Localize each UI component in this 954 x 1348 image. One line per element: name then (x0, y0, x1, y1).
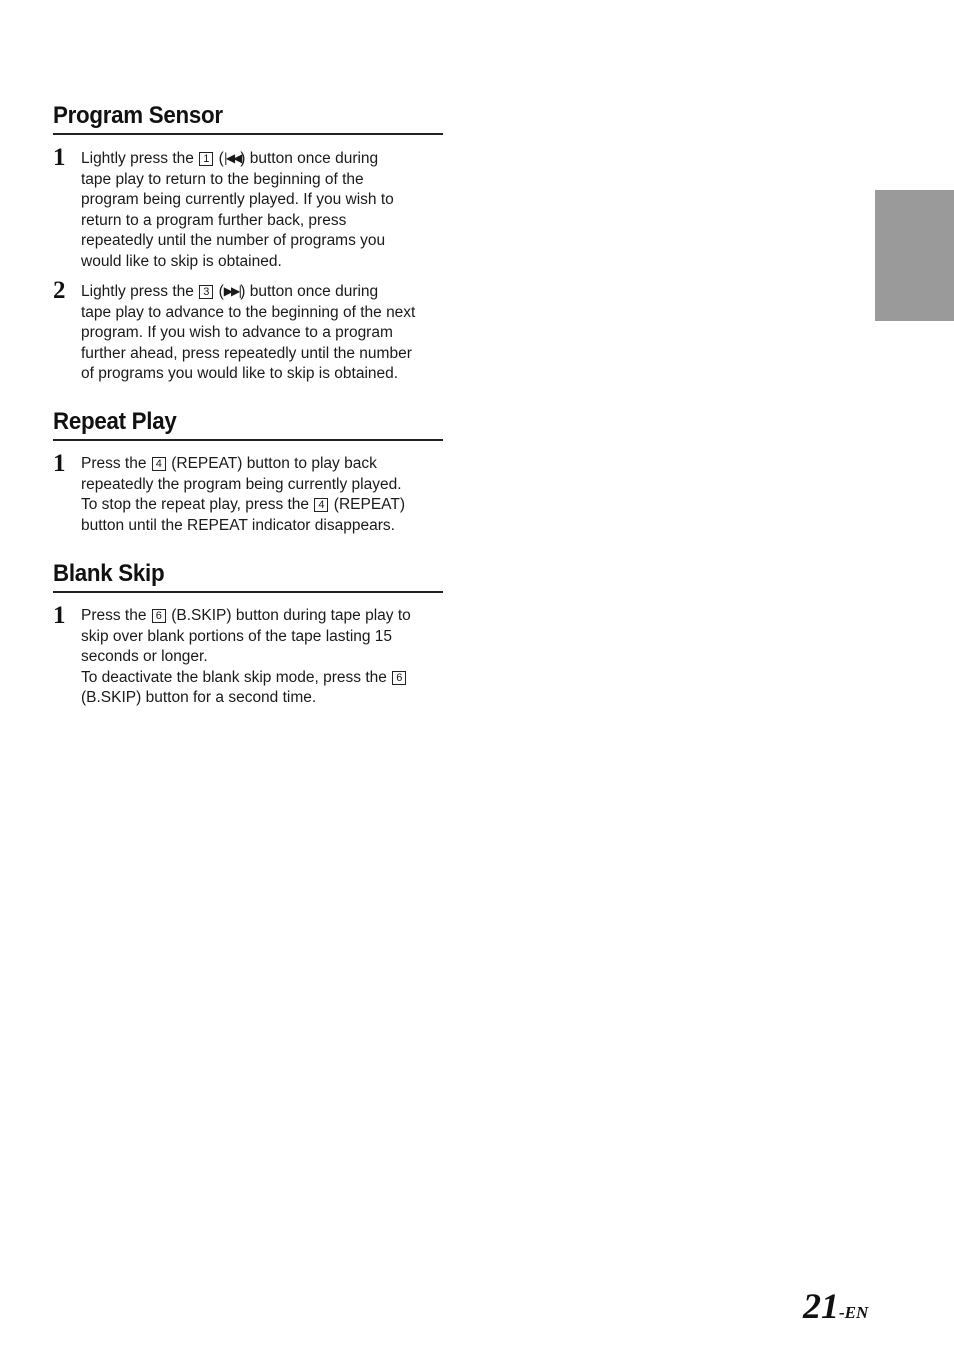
text-fragment: ) button once during (240, 283, 379, 300)
text-line (81, 454, 443, 475)
text-line: skip over blank portions of the tape lasting 15 (81, 627, 393, 645)
text-line: repeatedly the program being currently played. (81, 475, 402, 493)
blank-skip-step-1-number: 1 (53, 602, 66, 629)
program-sensor-step-2-text (81, 281, 443, 385)
key-6-icon: 6 (392, 671, 406, 685)
text-fragment: To stop the repeat play, press the (81, 496, 310, 513)
key-3-icon: 3 (199, 285, 213, 299)
skip-forward-icon: ▶▶| (223, 284, 241, 298)
text-line (81, 148, 443, 170)
text-line (81, 606, 443, 627)
key-1-icon: 1 (199, 152, 213, 166)
program-sensor-step-1-text (81, 148, 443, 272)
text-line (81, 281, 443, 303)
text-line: button until the REPEAT indicator disappears. (81, 516, 395, 534)
page-number-suffix: -EN (839, 1303, 869, 1322)
text-line: (B.SKIP) button for a second time. (81, 689, 317, 706)
skip-back-icon: |◀◀ (223, 151, 241, 165)
page-number (803, 1286, 868, 1326)
text-line: of programs you would like to skip is obtained. (81, 365, 399, 382)
key-4-icon: 4 (314, 498, 328, 512)
text-line: tape play to return to the beginning of the (81, 170, 364, 188)
text-fragment: (B.SKIP) button during tape play to (171, 607, 411, 624)
key-6-icon: 6 (152, 609, 166, 623)
program-sensor-rule (53, 133, 443, 135)
program-sensor-heading: Program Sensor (53, 102, 223, 129)
blank-skip-heading: Blank Skip (53, 560, 165, 587)
repeat-play-step-1-text (81, 454, 443, 536)
text-line: return to a program further back, press (81, 211, 347, 229)
page-number-value: 21 (803, 1286, 839, 1326)
blank-skip-rule (53, 591, 443, 593)
text-fragment: (REPEAT) (333, 496, 405, 513)
text-line (81, 495, 443, 516)
text-fragment: To deactivate the blank skip mode, press the (81, 668, 387, 686)
text-fragment: (REPEAT) button to play back (171, 455, 377, 472)
text-line (81, 668, 443, 689)
text-fragment: ) button once during (240, 150, 379, 167)
repeat-play-rule (53, 439, 443, 441)
key-4-icon: 4 (152, 457, 166, 471)
text-line: repeatedly until the number of programs you (81, 232, 386, 249)
text-fragment: Press the (81, 455, 147, 472)
text-line: further ahead, press repeatedly until the number (81, 344, 412, 362)
text-line: program. If you wish to advance to a program (81, 324, 393, 341)
program-sensor-step-2-number: 2 (53, 277, 66, 304)
program-sensor-step-1-number: 1 (53, 144, 66, 171)
text-fragment: ( (218, 150, 224, 167)
repeat-play-step-1-number: 1 (53, 450, 66, 477)
section-side-tab (875, 190, 954, 321)
text-fragment: Lightly press the (81, 150, 194, 167)
text-line: program being currently played. If you wish to (81, 191, 394, 208)
text-fragment: Lightly press the (81, 283, 194, 300)
text-fragment: ( (218, 283, 224, 300)
text-line: seconds or longer. (81, 648, 208, 665)
text-fragment: Press the (81, 607, 147, 624)
repeat-play-heading: Repeat Play (53, 408, 177, 435)
text-line: tape play to advance to the beginning of the next (81, 303, 416, 321)
blank-skip-step-1-text (81, 606, 443, 709)
text-line: would like to skip is obtained. (81, 252, 282, 270)
